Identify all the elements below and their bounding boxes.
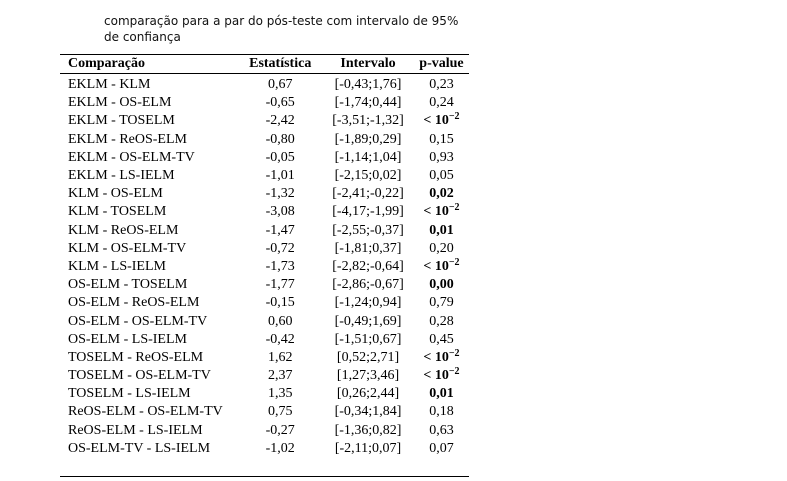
table-row: [60, 240, 469, 258]
cell-interval: [-1,36;0,82]: [334, 422, 402, 438]
table-row: [60, 112, 469, 130]
cell-interval: [-2,82;-0,64]: [332, 258, 404, 274]
p-value-text: 0,20: [429, 240, 454, 256]
cell-p-value: [414, 294, 469, 312]
cell-statistic: 2,37: [267, 368, 293, 384]
cell-statistic: 0,60: [267, 313, 293, 329]
p-value-text: 0,02: [429, 186, 454, 202]
table-row: [60, 185, 469, 203]
cell-comparison: OS-ELM - TOSELM: [68, 277, 188, 293]
cell-comparison: EKLM - LS-IELM: [68, 168, 175, 184]
table-row: [60, 276, 469, 294]
cell-p-value: [414, 349, 469, 367]
cell-statistic: -1,01: [265, 168, 295, 184]
cell-comparison: EKLM - KLM: [68, 77, 151, 93]
table-row: [60, 385, 469, 403]
header-statistic: Estatística: [238, 55, 322, 74]
cell-p-value: [414, 94, 469, 112]
table-row: [60, 403, 469, 421]
cell-statistic: 0,67: [267, 77, 293, 93]
cell-comparison: KLM - TOSELM: [68, 204, 167, 220]
cell-interval: [0,26;2,44]: [336, 386, 400, 402]
cell-statistic: -0,80: [265, 131, 295, 147]
table-row: [60, 422, 469, 440]
comparison-table: [60, 54, 469, 477]
header-interval: Intervalo: [322, 55, 414, 74]
cell-p-value: [414, 367, 469, 385]
cell-statistic: 1,35: [267, 386, 293, 402]
p-value-text: 0,23: [429, 77, 454, 93]
cell-statistic: -0,15: [265, 295, 295, 311]
cell-statistic: -1,02: [265, 440, 295, 456]
table-row: [60, 312, 469, 330]
p-value-text: 0,28: [429, 313, 454, 329]
cell-p-value: [414, 222, 469, 240]
cell-p-value: [414, 276, 469, 294]
p-value-text: 0,05: [429, 168, 454, 184]
cell-statistic: 0,75: [267, 404, 293, 420]
header-p-value: p-value: [414, 55, 469, 74]
cell-statistic: -0,65: [265, 95, 295, 111]
cell-interval: [-4,17;-1,99]: [332, 204, 404, 220]
cell-interval: [-2,55;-0,37]: [332, 222, 404, 238]
table-row: [60, 367, 469, 385]
p-value-text: 0,18: [429, 404, 454, 420]
cell-interval: [-2,11;0,07]: [334, 440, 402, 456]
cell-interval: [-1,89;0,29]: [334, 131, 402, 147]
p-value-text: 0,93: [429, 149, 454, 165]
cell-interval: [-3,51;-1,32]: [332, 113, 404, 129]
cell-interval: [-1,14;1,04]: [334, 149, 402, 165]
p-value-text: 0,07: [429, 440, 454, 456]
cell-statistic: -2,42: [265, 113, 295, 129]
cell-interval: [-1,81;0,37]: [334, 240, 402, 256]
cell-p-value: [414, 422, 469, 440]
cell-comparison: KLM - OS-ELM: [68, 186, 163, 202]
p-value-exponent: −2: [448, 366, 460, 378]
cell-interval: [-2,86;-0,67]: [332, 277, 404, 293]
cell-statistic: -0,05: [265, 149, 295, 165]
p-value-text: 0,01: [429, 222, 454, 238]
table-caption: comparação para a par do pós-teste com intervalo de 95% de confiança: [104, 14, 459, 44]
table-body: [60, 74, 469, 458]
p-value-text: 0,01: [429, 386, 454, 402]
cell-comparison: ReOS-ELM - OS-ELM-TV: [68, 404, 223, 420]
cell-interval: [1,27;3,46]: [336, 368, 400, 384]
cell-p-value: [414, 131, 469, 149]
header-comparison: Comparação: [60, 55, 238, 74]
cell-interval: [-0,49;1,69]: [334, 313, 402, 329]
cell-comparison: OS-ELM - OS-ELM-TV: [68, 313, 208, 329]
cell-comparison: TOSELM - ReOS-ELM: [68, 349, 204, 365]
table-row: [60, 222, 469, 240]
p-value-exponent: −2: [448, 347, 460, 359]
cell-p-value: [414, 74, 469, 95]
cell-comparison: OS-ELM-TV - LS-IELM: [68, 440, 211, 456]
cell-interval: [-1,51;0,67]: [334, 331, 402, 347]
p-value-text: 0,15: [429, 131, 454, 147]
cell-interval: [-1,74;0,44]: [334, 95, 402, 111]
cell-statistic: -1,32: [265, 186, 295, 202]
cell-interval: [-0,34;1,84]: [334, 404, 402, 420]
cell-comparison: EKLM - OS-ELM: [68, 95, 172, 111]
cell-p-value: [414, 240, 469, 258]
cell-statistic: -3,08: [265, 204, 295, 220]
p-value-text: < 10: [423, 204, 449, 220]
cell-interval: [-2,41;-0,22]: [332, 186, 404, 202]
p-value-text: 0,79: [429, 295, 454, 311]
cell-p-value: [414, 331, 469, 349]
cell-comparison: ReOS-ELM - LS-IELM: [68, 422, 203, 438]
table-row: [60, 167, 469, 185]
cell-comparison: KLM - OS-ELM-TV: [68, 240, 187, 256]
cell-comparison: KLM - ReOS-ELM: [68, 222, 179, 238]
cell-comparison: EKLM - TOSELM: [68, 113, 175, 129]
cell-statistic: -1,73: [265, 258, 295, 274]
cell-comparison: OS-ELM - LS-IELM: [68, 331, 187, 347]
cell-statistic: 1,62: [267, 349, 293, 365]
table-row: [60, 203, 469, 221]
cell-p-value: [414, 112, 469, 130]
cell-interval: [-0,43;1,76]: [334, 77, 402, 93]
cell-p-value: [414, 185, 469, 203]
p-value-text: < 10: [423, 113, 449, 129]
table-row: [60, 440, 469, 458]
p-value-exponent: −2: [448, 202, 460, 214]
cell-statistic: -1,47: [265, 222, 295, 238]
table-row: [60, 131, 469, 149]
cell-comparison: EKLM - OS-ELM-TV: [68, 149, 195, 165]
cell-statistic: -0,27: [265, 422, 295, 438]
table-row: [60, 331, 469, 349]
p-value-text: 0,24: [429, 95, 454, 111]
cell-statistic: -1,77: [265, 277, 295, 293]
table-row: [60, 94, 469, 112]
p-value-exponent: −2: [448, 256, 460, 268]
table-row: [60, 258, 469, 276]
cell-interval: [-2,15;0,02]: [334, 168, 402, 184]
cell-p-value: [414, 149, 469, 167]
cell-p-value: [414, 203, 469, 221]
cell-comparison: TOSELM - LS-IELM: [68, 386, 191, 402]
cell-interval: [-1,24;0,94]: [334, 295, 402, 311]
table-row: [60, 149, 469, 167]
p-value-text: < 10: [423, 258, 449, 274]
cell-comparison: EKLM - ReOS-ELM: [68, 131, 187, 147]
cell-comparison: KLM - LS-IELM: [68, 258, 166, 274]
p-value-text: < 10: [423, 368, 449, 384]
p-value-text: 0,45: [429, 331, 454, 347]
cell-comparison: TOSELM - OS-ELM-TV: [68, 368, 211, 384]
cell-p-value: [414, 167, 469, 185]
p-value-text: < 10: [423, 349, 449, 365]
cell-statistic: -0,42: [265, 331, 295, 347]
cell-interval: [0,52;2,71]: [336, 349, 400, 365]
cell-p-value: [414, 312, 469, 330]
table-row: [60, 294, 469, 312]
cell-comparison: OS-ELM - ReOS-ELM: [68, 295, 200, 311]
cell-statistic: -0,72: [265, 240, 295, 256]
table-row: [60, 349, 469, 367]
cell-p-value: [414, 258, 469, 276]
p-value-text: 0,00: [429, 277, 454, 293]
table-row: [60, 74, 469, 95]
table-header-row: [60, 55, 469, 74]
p-value-exponent: −2: [448, 111, 460, 123]
p-value-text: 0,63: [429, 422, 454, 438]
cell-p-value: [414, 403, 469, 421]
cell-p-value: [414, 385, 469, 403]
cell-p-value: [414, 440, 469, 458]
